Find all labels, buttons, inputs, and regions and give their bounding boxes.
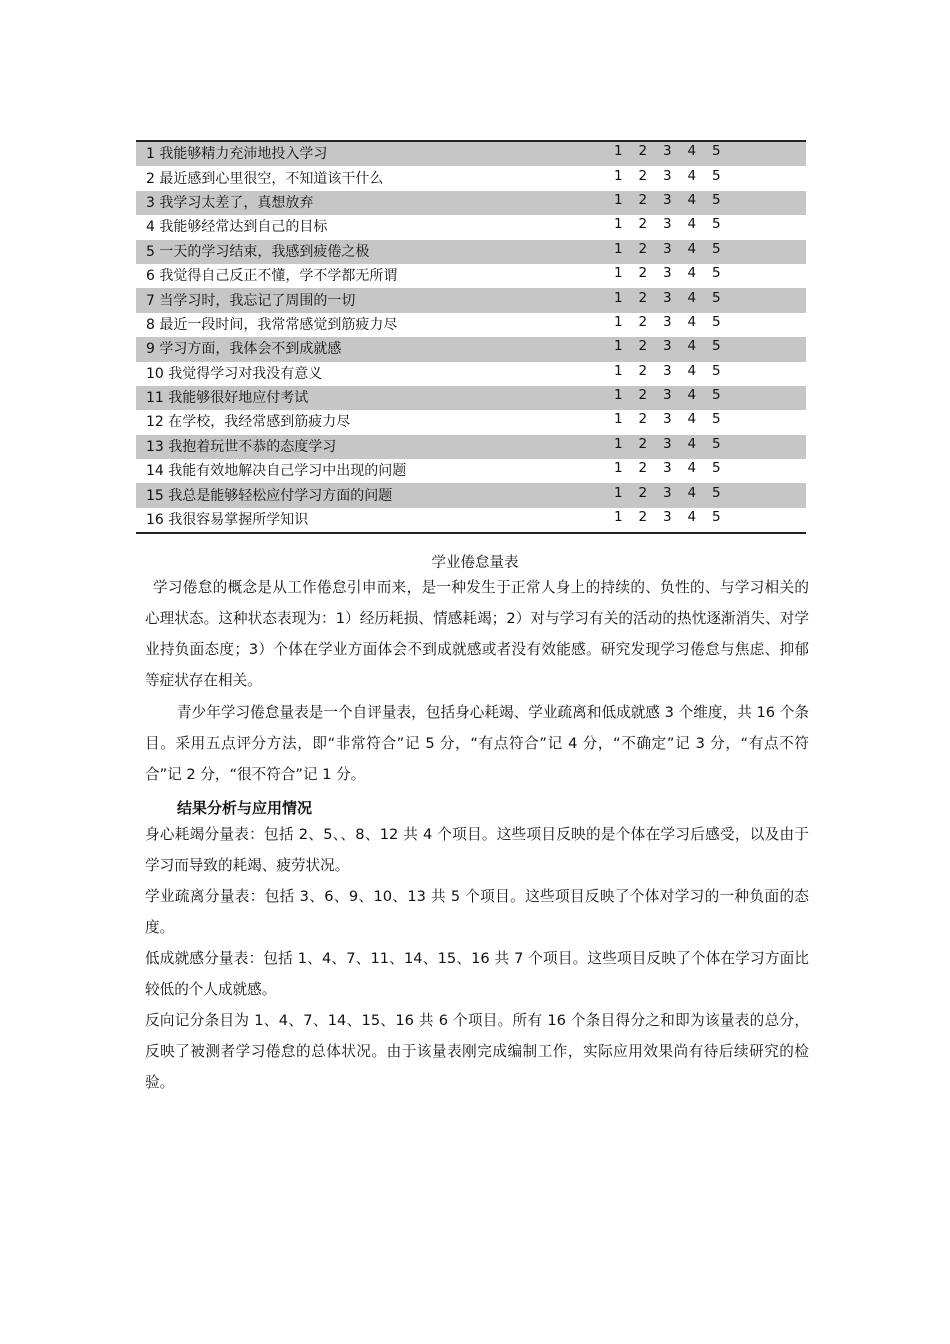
rating-option: 3 <box>662 362 672 379</box>
scale-item-text: 11 我能够很好地应付考试 <box>146 390 309 407</box>
reverse-scoring-paragraph: 反向记分条目为 1、4、7、14、15、16 共 6 个项目。所有 16 个条目得分之和即为该量表的总分，反映了被测者学习倦怠的总体状况。由于该量表刚完成编制工作，实际应用效果尚有待后续研究的检验。 <box>145 1012 809 1091</box>
rating-option: 5 <box>711 509 721 526</box>
rating-options <box>606 261 729 285</box>
scale-item-text: 3 我学习太差了，真想放弃 <box>146 194 314 211</box>
scale-title: 学业倦怠量表 <box>431 555 519 571</box>
rating-option: 4 <box>687 143 697 160</box>
rating-option: 2 <box>638 411 648 428</box>
scale-item-text: 16 我很容易掌握所学知识 <box>146 512 309 529</box>
scale-item-text: 13 我抱着玩世不恭的态度学习 <box>146 438 337 455</box>
table-row <box>136 508 806 532</box>
rating-options <box>606 383 729 407</box>
rating-option: 4 <box>687 509 697 526</box>
rating-option: 3 <box>662 484 672 501</box>
rating-option: 1 <box>613 338 623 355</box>
rating-option: 1 <box>613 313 623 330</box>
rating-options <box>606 481 729 505</box>
rating-option: 1 <box>613 191 623 208</box>
section-heading: 结果分析与应用情况 <box>177 799 313 817</box>
rating-option: 4 <box>687 411 697 428</box>
scoring-paragraph: 青少年学习倦怠量表是一个自评量表，包括身心耗竭、学业疏离和低成就感 3 个维度，共 16 个条目。采用五点评分方法，即“非常符合”记 5 分，“有点符合”记 4 分，“不确定”记 3 分，“有点不符合”记 2 分，“很不符合”记 1 分。 <box>145 704 809 783</box>
rating-option: 5 <box>711 289 721 306</box>
rating-option: 1 <box>613 216 623 233</box>
scale-item-text: 8 最近一段时间，我常常感觉到筋疲力尽 <box>146 316 398 333</box>
rating-option: 2 <box>638 289 648 306</box>
rating-option: 4 <box>687 387 697 404</box>
rating-option: 5 <box>711 411 721 428</box>
rating-option: 4 <box>687 265 697 282</box>
rating-option: 2 <box>638 191 648 208</box>
scale-item-text: 14 我能有效地解决自己学习中出现的问题 <box>146 463 407 480</box>
rating-option: 4 <box>687 216 697 233</box>
rating-options <box>606 359 729 383</box>
rating-option: 1 <box>613 460 623 477</box>
rating-option: 2 <box>638 362 648 379</box>
rating-option: 4 <box>687 362 697 379</box>
rating-options <box>606 139 729 163</box>
rating-options <box>606 334 729 358</box>
rating-option: 4 <box>687 313 697 330</box>
rating-option: 2 <box>638 240 648 257</box>
scale-item-text: 9 学习方面，我体会不到成就感 <box>146 341 342 358</box>
rating-options <box>606 407 729 431</box>
rating-option: 3 <box>662 191 672 208</box>
rating-option: 3 <box>662 313 672 330</box>
rating-option: 3 <box>662 289 672 306</box>
rating-option: 3 <box>662 338 672 355</box>
rating-option: 1 <box>613 509 623 526</box>
rating-option: 5 <box>711 362 721 379</box>
rating-option: 3 <box>662 460 672 477</box>
rating-options <box>606 212 729 236</box>
scale-item-text: 5 一天的学习结束，我感到疲倦之极 <box>146 243 370 260</box>
rating-options <box>606 164 729 188</box>
rating-option: 2 <box>638 265 648 282</box>
rating-option: 2 <box>638 216 648 233</box>
rating-option: 5 <box>711 338 721 355</box>
rating-option: 3 <box>662 265 672 282</box>
scale-item-text: 10 我觉得学习对我没有意义 <box>146 365 323 382</box>
burnout-scale-table <box>136 140 806 534</box>
scale-item-text: 15 我总是能够轻松应付学习方面的问题 <box>146 487 393 504</box>
intro-paragraph: 学习倦怠的概念是从工作倦怠引申而来，是一种发生于正常人身上的持续的、负性的、与学习相关的心理状态。这种状态表现为：1）经历耗损、情感耗竭；2）对与学习有关的活动的热忱逐渐消失、对学业持负面态度；3）个体在学业方面体会不到成就感或者没有效能感。研究发现学习倦怠与焦虑、抑郁等症状存在相关。 <box>145 579 809 689</box>
rating-option: 2 <box>638 143 648 160</box>
rating-option: 3 <box>662 387 672 404</box>
rating-option: 5 <box>711 191 721 208</box>
rating-option: 1 <box>613 362 623 379</box>
rating-option: 1 <box>613 167 623 184</box>
rating-option: 3 <box>662 509 672 526</box>
subscale-achievement-paragraph: 低成就感分量表：包括 1、4、7、11、14、15、16 共 7 个项目。这些项目反映了个体在学习方面比较低的个人成就感。 <box>145 950 809 998</box>
rating-option: 5 <box>711 167 721 184</box>
rating-option: 3 <box>662 216 672 233</box>
rating-option: 5 <box>711 484 721 501</box>
rating-option: 5 <box>711 216 721 233</box>
scale-item-text: 7 当学习时，我忘记了周围的一切 <box>146 292 356 309</box>
rating-option: 1 <box>613 387 623 404</box>
rating-options <box>606 237 729 261</box>
rating-option: 1 <box>613 435 623 452</box>
rating-options <box>606 286 729 310</box>
rating-option: 4 <box>687 191 697 208</box>
rating-option: 3 <box>662 411 672 428</box>
rating-option: 4 <box>687 435 697 452</box>
rating-option: 4 <box>687 338 697 355</box>
rating-option: 5 <box>711 313 721 330</box>
rating-option: 1 <box>613 143 623 160</box>
rating-options <box>606 456 729 480</box>
subscale-alienation-paragraph: 学业疏离分量表：包括 3、6、9、10、13 共 5 个项目。这些项目反映了个体对学习的一种负面的态度。 <box>145 888 809 936</box>
rating-option: 3 <box>662 240 672 257</box>
scale-item-text: 2 最近感到心里很空，不知道该干什么 <box>146 170 384 187</box>
rating-option: 3 <box>662 435 672 452</box>
rating-options <box>606 310 729 334</box>
rating-option: 5 <box>711 435 721 452</box>
rating-option: 1 <box>613 411 623 428</box>
rating-options <box>606 432 729 456</box>
rating-option: 1 <box>613 240 623 257</box>
rating-option: 2 <box>638 387 648 404</box>
rating-option: 1 <box>613 289 623 306</box>
rating-option: 3 <box>662 167 672 184</box>
rating-option: 1 <box>613 484 623 501</box>
scale-item-text: 12 在学校，我经常感到筋疲力尽 <box>146 414 351 431</box>
subscale-exhaustion-paragraph: 身心耗竭分量表：包括 2、5、、8、12 共 4 个项目。这些项目反映的是个体在学习后感受，以及由于学习而导致的耗竭、疲劳状况。 <box>145 826 809 874</box>
rating-option: 2 <box>638 509 648 526</box>
rating-option: 5 <box>711 240 721 257</box>
rating-option: 5 <box>711 460 721 477</box>
rating-option: 4 <box>687 240 697 257</box>
rating-option: 2 <box>638 435 648 452</box>
rating-option: 4 <box>687 289 697 306</box>
rating-options <box>606 505 729 529</box>
rating-option: 2 <box>638 338 648 355</box>
rating-option: 5 <box>711 143 721 160</box>
rating-option: 2 <box>638 484 648 501</box>
rating-option: 2 <box>638 460 648 477</box>
rating-option: 1 <box>613 265 623 282</box>
rating-option: 2 <box>638 313 648 330</box>
scale-item-text: 1 我能够精力充沛地投入学习 <box>146 146 328 163</box>
rating-option: 5 <box>711 265 721 282</box>
rating-option: 5 <box>711 387 721 404</box>
rating-option: 4 <box>687 460 697 477</box>
scale-item-text: 4 我能够经常达到自己的目标 <box>146 219 328 236</box>
rating-option: 3 <box>662 143 672 160</box>
scale-item-text: 6 我觉得自己反正不懂，学不学都无所谓 <box>146 268 398 285</box>
rating-option: 4 <box>687 167 697 184</box>
rating-option: 2 <box>638 167 648 184</box>
rating-options <box>606 188 729 212</box>
rating-option: 4 <box>687 484 697 501</box>
